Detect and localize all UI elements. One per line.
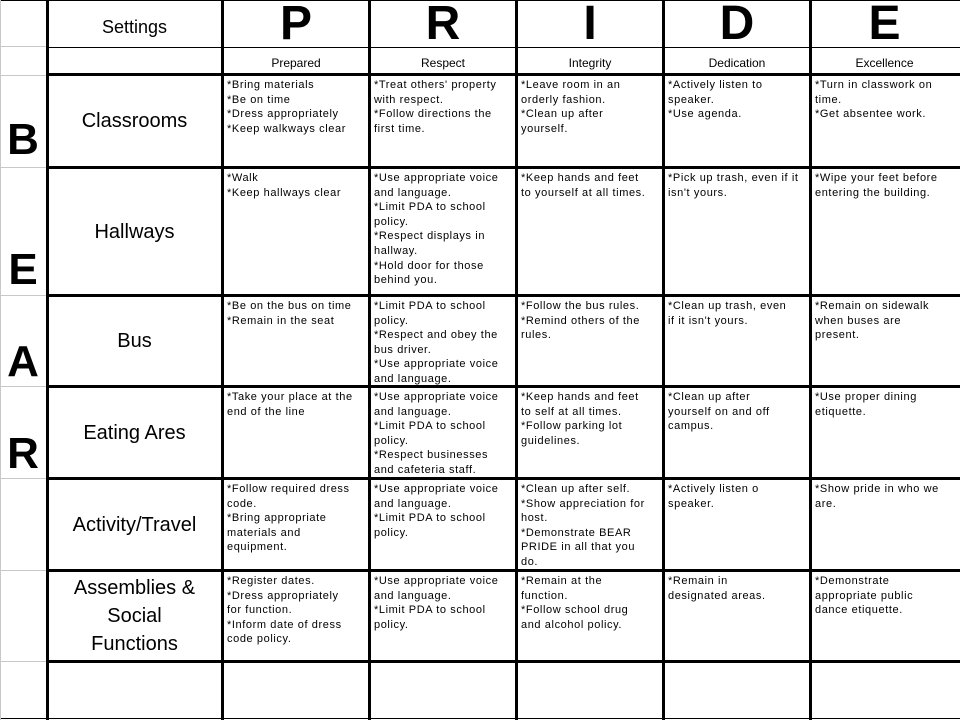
pride-word-dedication: Dedication	[708, 56, 766, 70]
cell-eating-integrity: *Keep hands and feet to self at all times. *Follow parking lot guidelines.	[521, 391, 639, 447]
cell-eating-excellence: *Use proper dining etiquette.	[815, 391, 917, 418]
grid-line	[0, 661, 48, 662]
bear-letter-b: B	[7, 115, 39, 164]
cell-classrooms-respect: *Treat others' property with respect. *Follow directions the first time.	[374, 79, 497, 135]
cell-classrooms-dedication: *Actively listen to speaker. *Use agenda.	[668, 79, 763, 121]
cell-assemblies-integrity: *Remain at the function. *Follow school drug and alcohol policy.	[521, 575, 629, 631]
cell-bus-integrity: *Follow the bus rules. *Remind others of the rules.	[521, 300, 640, 342]
cell-assemblies-respect: *Use appropriate voice and language. *Limit PDA to school policy.	[374, 575, 499, 631]
pride-letter-i: I	[583, 0, 597, 50]
cell-assemblies-dedication: *Remain in designated areas.	[668, 575, 766, 602]
cell-eating-dedication: *Clean up after yourself on and off campus.	[668, 391, 770, 433]
pride-letter-r: R	[425, 0, 461, 50]
setting-assemblies: Assemblies & Social Functions	[73, 577, 196, 655]
pride-letter-p: P	[279, 0, 312, 50]
cell-assemblies-excellence: *Demonstrate appropriate public dance etiquette.	[815, 575, 914, 617]
grid-line	[0, 718, 960, 719]
setting-bus: Bus	[117, 330, 152, 352]
bear-letter-e: E	[8, 245, 38, 294]
cell-activity-excellence: *Show pride in who we are.	[815, 483, 939, 510]
grid-line	[0, 295, 48, 296]
cell-bus-prepared: *Be on the bus on time *Remain in the seat	[227, 300, 352, 327]
cell-activity-prepared: *Follow required dress code. *Bring appropriate materials and equipment.	[227, 483, 350, 554]
setting-hallways: Hallways	[94, 220, 175, 243]
cell-eating-respect: *Use appropriate voice and language. *Limit PDA to school policy. *Respect businesses and cafeteria staff.	[374, 391, 499, 476]
cell-classrooms-integrity: *Leave room in an orderly fashion. *Clean up after yourself.	[521, 79, 621, 135]
grid-line	[0, 75, 48, 76]
cell-eating-prepared: *Take your place at the end of the line	[227, 391, 353, 418]
grid-line	[0, 167, 48, 168]
grid-line	[0, 386, 48, 387]
cell-hallways-excellence: *Wipe your feet before entering the building.	[815, 172, 938, 199]
grid-line	[0, 46, 48, 47]
cell-activity-respect: *Use appropriate voice and language. *Limit PDA to school policy.	[374, 483, 499, 539]
cell-activity-dedication: *Actively listen o speaker.	[668, 483, 759, 510]
setting-eating-areas: Eating Ares	[83, 421, 186, 444]
settings-header: Settings	[101, 16, 168, 37]
setting-activity-travel: Activity/Travel	[72, 513, 197, 536]
grid-line	[48, 660, 960, 663]
cell-classrooms-prepared: *Bring materials *Be on time *Dress appropriately *Keep walkways clear	[227, 79, 346, 135]
cell-activity-integrity: *Clean up after self. *Show appreciation for host. *Demonstrate BEAR PRIDE in all that you do.	[521, 483, 645, 568]
cell-hallways-respect: *Use appropriate voice and language. *Limit PDA to school policy. *Respect displays in hallway. *Hold door for those behind you.	[374, 172, 499, 287]
cell-classrooms-excellence: *Turn in classwork on time. *Get absentee work.	[815, 79, 933, 121]
cell-hallways-dedication: *Pick up trash, even if it isn't yours.	[668, 172, 799, 199]
pride-word-prepared: Prepared	[271, 56, 321, 70]
cell-bus-excellence: *Remain on sidewalk when buses are present.	[815, 300, 930, 342]
cell-bus-dedication: *Clean up trash, even if it isn't yours.	[668, 300, 787, 327]
pride-word-excellence: Excellence	[855, 56, 914, 70]
setting-classrooms: Classrooms	[81, 110, 188, 132]
bear-letter-a: A	[7, 337, 39, 386]
bear-letter-r: R	[7, 429, 39, 478]
pride-letter-e: E	[868, 0, 901, 50]
cell-assemblies-prepared: *Register dates. *Dress appropriately for function. *Inform date of dress code policy.	[227, 575, 342, 646]
pride-word-integrity: Integrity	[568, 56, 612, 70]
cell-hallways-integrity: *Keep hands and feet to yourself at all times.	[521, 172, 646, 199]
grid-line	[0, 478, 48, 479]
pride-letter-d: D	[719, 0, 755, 50]
cell-hallways-prepared: *Walk *Keep hallways clear	[227, 172, 342, 199]
cell-bus-respect: *Limit PDA to school policy. *Respect and obey the bus driver. *Use appropriate voice and language.	[374, 300, 499, 385]
grid-line	[0, 570, 48, 571]
grid-line	[957, 0, 959, 1]
pride-word-respect: Respect	[420, 56, 466, 70]
